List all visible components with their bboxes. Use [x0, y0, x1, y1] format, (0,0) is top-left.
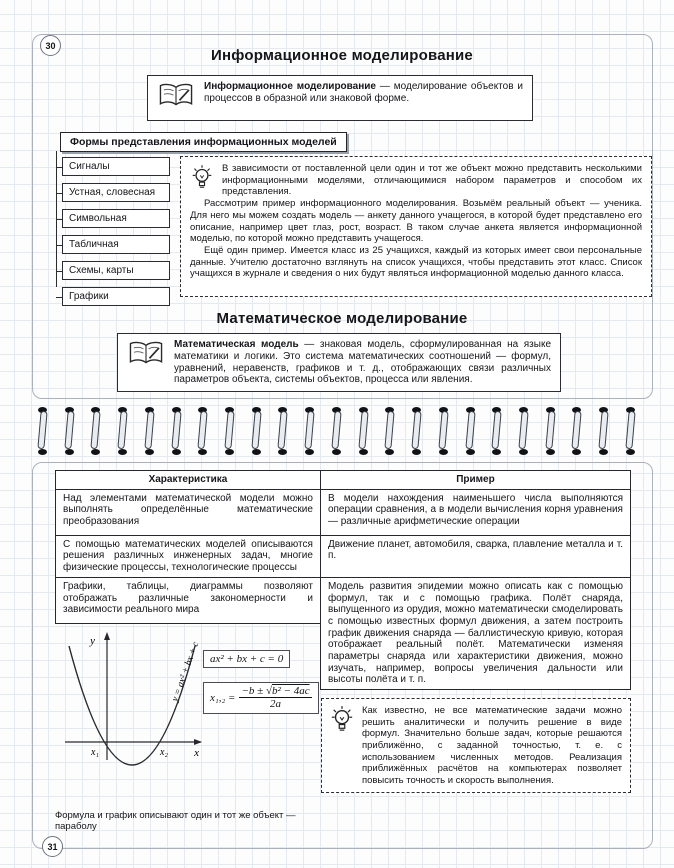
idea-paragraph-1: В зависимости от поставленной цели один и тот же объект можно представить несколькими информационными моделями, отличающимися набором параметров и способом их представления.: [222, 163, 642, 198]
page-title-information-modeling: Информационное моделирование: [211, 47, 473, 64]
definition-text: Информационное моделирование — моделирование объектов и процессов в образной или знаковой форме.: [204, 81, 523, 104]
parabola-figure: [55, 630, 320, 808]
spiral-ring: [490, 406, 504, 456]
table-row-1-example: В модели нахождения наименьшего числа выполняются операции сравнения, а в модели вычисления корня уравнения — различные арифметические операции: [320, 490, 631, 536]
root-x1-label: x₁: [91, 746, 99, 758]
roots-fraction: [239, 685, 311, 711]
page-title-math-modeling: Математическое моделирование: [216, 310, 468, 327]
roots-denominator: 2a: [270, 698, 282, 711]
roots-numerator: −b ± √b² − 4ac: [241, 684, 310, 697]
form-item-symbolic: Символьная: [62, 209, 170, 228]
spiral-ring: [223, 406, 237, 456]
table-row-3-right-stack: [320, 578, 631, 833]
quadratic-roots-formula: [203, 682, 319, 714]
spiral-ring: [437, 406, 451, 456]
form-item-graphs: Графики: [62, 287, 170, 306]
table-row-1-characteristic: Над элементами математической модели можно выполнять определённые математические преобразования: [55, 490, 320, 536]
parabola-graph: [57, 630, 207, 805]
figure-caption: Формула и график описывают один и тот же объект — параболу: [55, 809, 296, 833]
table-header-characteristic: Характеристика: [55, 470, 320, 490]
characteristics-examples-table: [55, 470, 631, 833]
tip-note-box: [321, 698, 631, 793]
book-pen-icon: [157, 82, 195, 115]
definition-text: Математическая модель — знаковая модель, сформулированная на языке математики и логики. Это система математических соотношений — формул, уравнений, неравенств, графиков и т. д., отображающих связи различных параметров объекта, системы объектов, процесса или явления.: [174, 339, 552, 386]
definition-box-math-model: [117, 333, 561, 392]
root-x2-label: x₂: [160, 746, 168, 758]
idea-paragraph-2: Рассмотрим пример информационного моделирования. Возьмём реальный объект — ученика. Для него мы можем создать модель — анкету данного учащегося, в которой будет представлено его описание, например цвет глаз, рост, возраст. В таком случае анкета является информационной моделью, по которой можно представить учащегося.: [190, 198, 642, 245]
spiral-ring: [276, 406, 290, 456]
idea-paragraph-3: Ещё один пример. Имеется класс из 25 учащихся, каждый из которых имеет свои персональные данные. Учителю достаточно взглянуть на список учащихся, чтобы представить этот класс. Список учащихся в журнале и сведения о них будут являться информационной моделью данного класса.: [190, 244, 642, 280]
form-item-schemes-maps: Схемы, карты: [62, 261, 170, 280]
definition-term: Математическая модель: [174, 339, 299, 350]
spiral-ring: [624, 406, 638, 456]
table-row-2-example: Движение планет, автомобиля, сварка, плавление металла и т. п.: [320, 536, 631, 578]
table-header-example: Пример: [320, 470, 631, 490]
x-axis-label: x: [194, 746, 199, 759]
spiral-ring: [330, 406, 344, 456]
spiral-ring: [597, 406, 611, 456]
table-row-3-characteristic: Графики, таблицы, диаграммы позволяют отображать различные закономерности и зависимости реального мира: [55, 578, 320, 624]
spiral-ring: [544, 406, 558, 456]
table-row-2-characteristic: С помощью математических моделей описываются решения различных инженерных задач, многие физические процессы, технологические процессы: [55, 536, 320, 578]
y-axis-label: y: [90, 634, 95, 647]
page-number-top: 30: [40, 35, 61, 56]
table-row-3-left-stack: [55, 578, 320, 833]
spiral-ring: [357, 406, 371, 456]
form-item-signals: Сигналы: [62, 157, 170, 176]
spiral-binding: [36, 406, 638, 456]
quadratic-equation: ax² + bx + c = 0: [203, 650, 290, 668]
definition-term: Информационное моделирование: [204, 81, 376, 92]
spiral-ring: [36, 406, 50, 456]
spiral-ring: [517, 406, 531, 456]
roots-lhs: x₁,₂ =: [210, 691, 236, 704]
spiral-ring: [570, 406, 584, 456]
page-number-bottom: 31: [42, 836, 63, 857]
spiral-ring: [63, 406, 77, 456]
idea-note-box: [180, 156, 652, 297]
spiral-ring: [303, 406, 317, 456]
radicand: b² − 4ac: [271, 684, 310, 697]
spiral-ring: [383, 406, 397, 456]
lightbulb-icon: [191, 164, 213, 196]
forms-of-models-header: Формы представления информационных моделей: [60, 132, 347, 152]
table-row-3-example: Модель развития эпидемии можно описать как с помощью формул, так и с помощью графика. Полёт снаряда, выпущенного из орудия, можно математически смоделировать с помощью известных формул движения, а затем построить график движения снаряда — баллистическую кривую, которая отображает реальный полёт. Математически изменяя параметры снаряда или характеристики движения, можно изучать, например, вопросы увеличения дальности или высоты полёта и т. п.: [320, 578, 631, 690]
quadratic-formulas: [203, 650, 321, 714]
definition-box-information-modeling: [147, 75, 533, 121]
spiral-ring: [170, 406, 184, 456]
form-item-tabular: Табличная: [62, 235, 170, 254]
spiral-ring: [116, 406, 130, 456]
form-item-verbal: Устная, словесная: [62, 183, 170, 202]
spiral-ring: [196, 406, 210, 456]
spiral-ring: [89, 406, 103, 456]
spiral-ring: [250, 406, 264, 456]
spiral-ring: [464, 406, 478, 456]
forms-of-models-list: [62, 157, 170, 313]
tip-text: Как известно, не все математические задачи можно решить аналитически и получить решение в виде формул. Значительно больше задач, которые решаются приближённо, с заданной точностью, т. е. с использованием численных методов. Реализация приближённых расчётов на компьютерах позволяет повысить точность и скорость выполнения.: [361, 705, 622, 786]
spiral-ring: [143, 406, 157, 456]
book-pen-icon: [127, 340, 165, 373]
curve-equation-label: y = ax² + bx + c: [170, 640, 202, 703]
spiral-ring: [410, 406, 424, 456]
lightbulb-icon: [330, 705, 354, 739]
